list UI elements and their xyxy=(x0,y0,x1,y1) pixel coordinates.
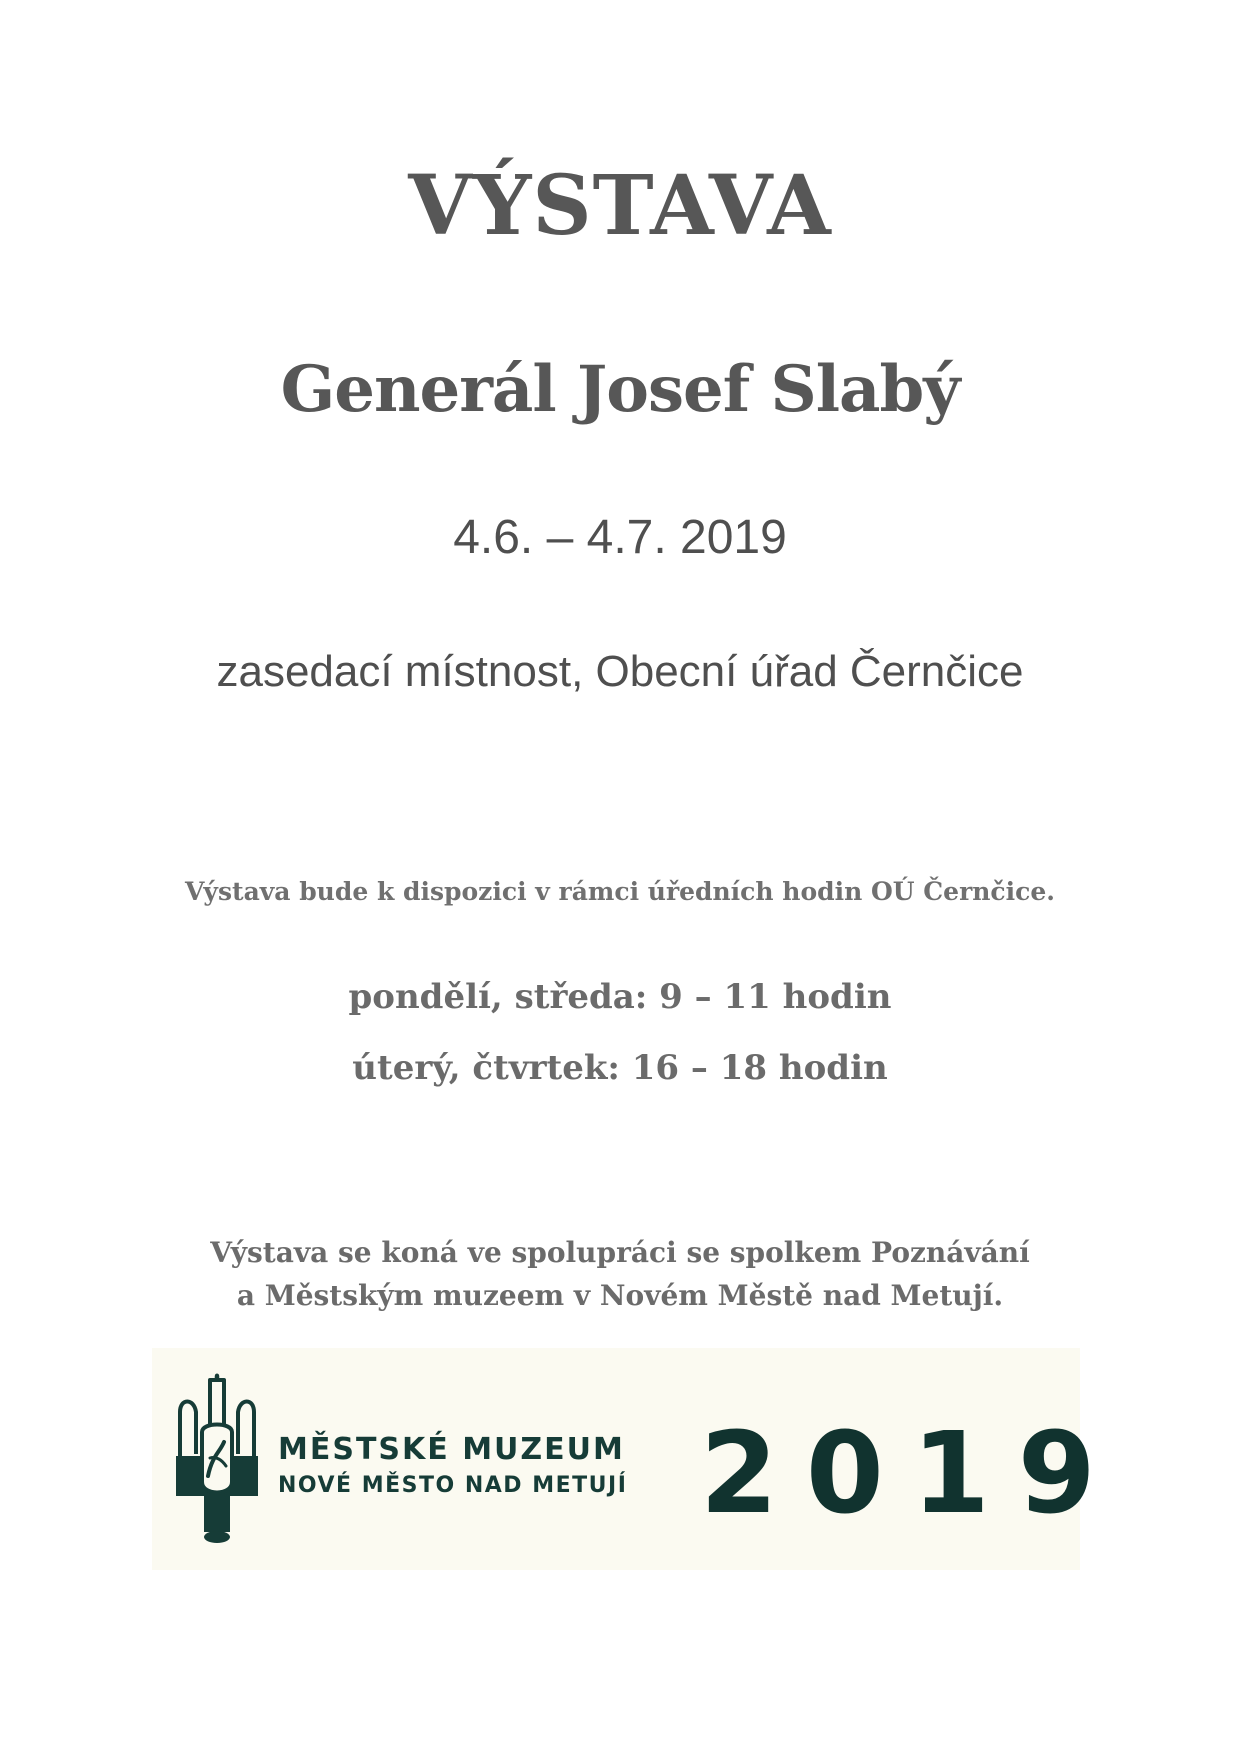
exhibition-dates: 4.6. – 4.7. 2019 xyxy=(453,511,787,564)
opening-hours-line: pondělí, středa: 9 – 11 hodin xyxy=(348,977,892,1017)
cooperation-note-line: Výstava se koná ve spolupráci se spolkem Poznávání xyxy=(210,1236,1030,1269)
poster-title: VÝSTAVA xyxy=(408,158,832,254)
museum-town: NOVÉ MĚSTO NAD METUJÍ xyxy=(278,1473,628,1498)
museum-name: MĚSTSKÉ MUZEUM xyxy=(278,1432,625,1467)
banner-year: 2019 xyxy=(700,1409,1124,1539)
museum-emblem-icon xyxy=(172,1372,262,1544)
exhibition-location: zasedací místnost, Obecní úřad Černčice xyxy=(216,647,1024,696)
exhibition-name: Generál Josef Slabý xyxy=(280,352,960,427)
availability-note: Výstava bude k dispozici v rámci úředních hodin OÚ Černčice. xyxy=(185,877,1055,906)
opening-hours-line: úterý, čtvrtek: 16 – 18 hodin xyxy=(352,1048,888,1088)
cooperation-note-line: a Městským muzeem v Novém Městě nad Metují. xyxy=(236,1279,1004,1312)
museum-banner xyxy=(152,1348,1124,1570)
